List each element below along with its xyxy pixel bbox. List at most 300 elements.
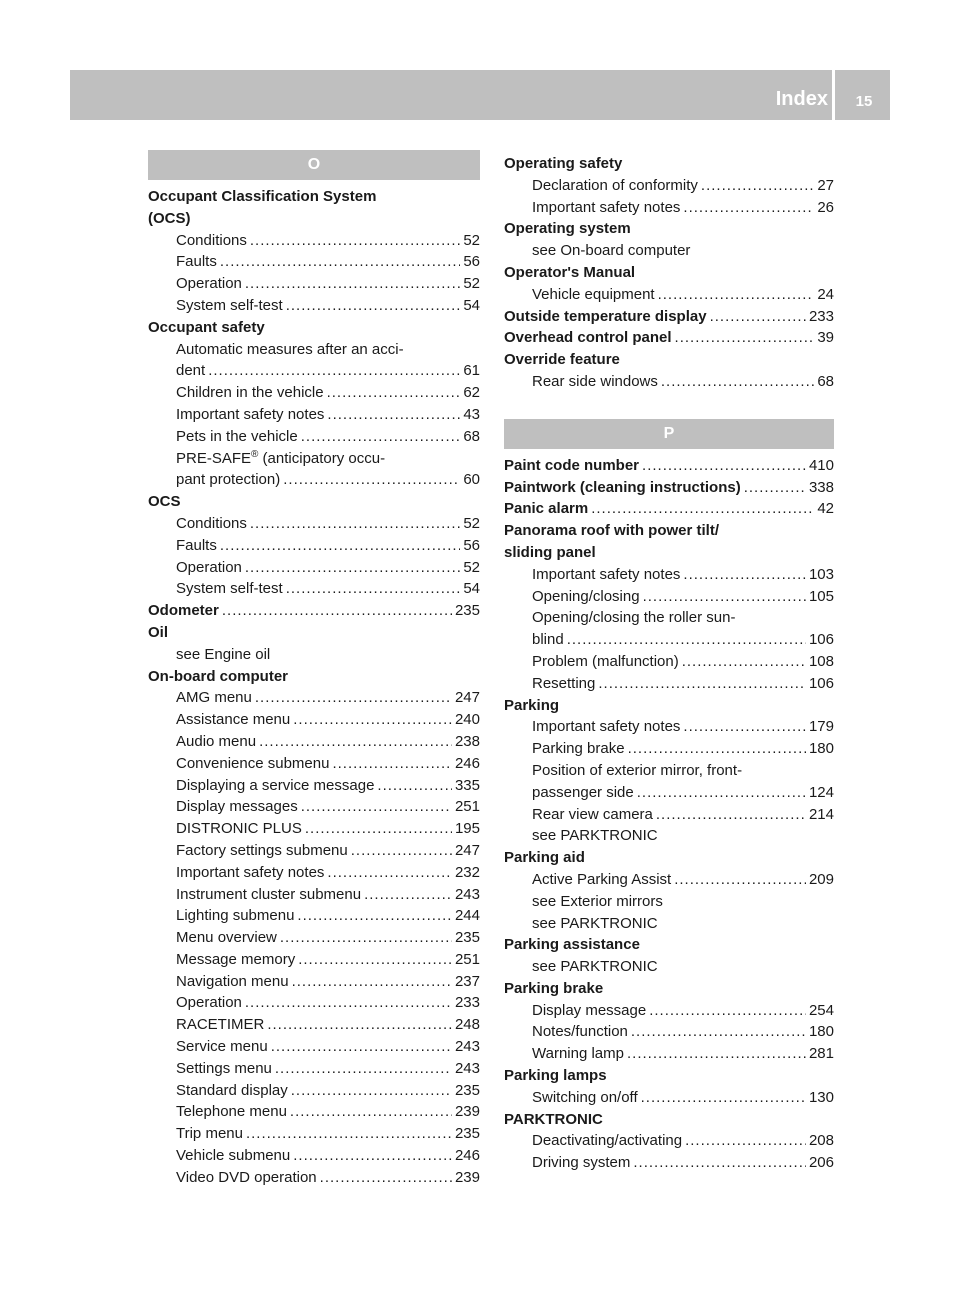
page-ref: 239 <box>454 1103 480 1121</box>
leader-dots <box>291 1080 452 1102</box>
page-ref: 61 <box>463 362 480 380</box>
leader-dots <box>656 804 806 826</box>
leader-dots <box>267 1014 452 1036</box>
page-ref: 39 <box>817 329 834 347</box>
entry-list <box>504 564 834 608</box>
page-ref: 52 <box>463 558 480 576</box>
leader-dots <box>293 709 452 731</box>
leader-dots <box>301 796 452 818</box>
see-reference: see On-board computer <box>532 242 691 260</box>
entry-label: Pets in the vehicle <box>176 427 298 445</box>
index-subentry <box>148 949 480 971</box>
entry-label: Overhead control panel <box>504 329 672 347</box>
entry-list <box>504 716 834 760</box>
index-subentry <box>148 709 480 731</box>
page-ref: 56 <box>463 253 480 271</box>
page-ref: 180 <box>808 1023 834 1041</box>
index-heading: Occupant Classification System <box>148 188 377 205</box>
index-subentry <box>148 1101 480 1123</box>
page-ref: 52 <box>463 514 480 532</box>
index-entry <box>504 306 834 328</box>
leader-dots <box>683 197 814 219</box>
index-subentry <box>504 651 834 673</box>
page-ref: 235 <box>454 1125 480 1143</box>
page-ref: 247 <box>454 841 480 859</box>
entry-label: Vehicle equipment <box>532 285 655 303</box>
page-ref: 180 <box>808 740 834 758</box>
entry-label: Warning lamp <box>532 1045 624 1063</box>
leader-dots <box>275 1058 452 1080</box>
page-ref: 254 <box>808 1001 834 1019</box>
leader-dots <box>220 251 460 273</box>
entry-label: Convenience submenu <box>176 754 330 772</box>
entry-label: Rear side windows <box>532 372 658 390</box>
index-subentry <box>148 1014 480 1036</box>
page-ref: 56 <box>463 536 480 554</box>
leader-dots <box>327 404 460 426</box>
entry-list <box>504 869 834 891</box>
leader-dots <box>301 426 461 448</box>
index-subentry <box>148 1058 480 1080</box>
entry-label: Notes/function <box>532 1023 628 1041</box>
see-reference: see Exterior mirrors <box>532 892 663 910</box>
index-subentry <box>148 927 480 949</box>
entry-label: Navigation menu <box>176 972 289 990</box>
index-subentry <box>148 862 480 884</box>
page-ref: 42 <box>817 500 834 518</box>
entry-label: Standard display <box>176 1081 288 1099</box>
entry-label: passenger side <box>532 783 634 801</box>
page-ref: 233 <box>454 994 480 1012</box>
leader-dots <box>661 371 814 393</box>
leader-dots <box>250 230 460 252</box>
page-ref: 232 <box>454 863 480 881</box>
entry-label: Trip menu <box>176 1125 243 1143</box>
section-letter-o: O <box>148 150 480 180</box>
section-letter-p: P <box>504 419 834 449</box>
index-subentry <box>148 1036 480 1058</box>
index-heading: Oil <box>148 623 169 641</box>
page-ref: 52 <box>463 231 480 249</box>
entry-label: Important safety notes <box>532 198 681 216</box>
index-column-right <box>504 153 834 1174</box>
entry-label: Display message <box>532 1001 647 1019</box>
index-subentry <box>504 629 834 651</box>
entry-label: Panic alarm <box>504 500 589 518</box>
index-subentry-text: Automatic measures after an acci- <box>176 340 404 358</box>
index-entry <box>504 498 834 520</box>
entry-label: Settings menu <box>176 1059 272 1077</box>
entry-list <box>504 1130 834 1174</box>
page-ref: 179 <box>808 718 834 736</box>
leader-dots <box>643 586 806 608</box>
index-subentry <box>148 535 480 557</box>
index-entry <box>504 455 834 477</box>
page-ref: 106 <box>808 631 834 649</box>
index-heading: (OCS) <box>148 209 191 227</box>
leader-dots <box>286 295 461 317</box>
index-subentry <box>148 687 480 709</box>
entry-label: Vehicle submenu <box>176 1147 291 1165</box>
page-ref: 246 <box>454 1147 480 1165</box>
entry-label: Active Parking Assist <box>532 870 672 888</box>
index-subentry <box>504 804 834 826</box>
index-subentry <box>504 738 834 760</box>
index-subentry <box>148 360 480 382</box>
index-subentry <box>504 1087 834 1109</box>
index-heading: Operating safety <box>504 155 623 172</box>
index-subentry <box>504 1043 834 1065</box>
entry-label: Outside temperature display <box>504 307 707 325</box>
entry-label: Deactivating/activating <box>532 1132 683 1150</box>
index-subentry <box>148 840 480 862</box>
see-reference: see Engine oil <box>176 645 271 663</box>
index-heading: PARKTRONIC <box>504 1110 603 1128</box>
page-ref: 240 <box>454 711 480 729</box>
page-ref: 251 <box>454 950 480 968</box>
page-ref: 54 <box>463 580 480 598</box>
page-ref: 68 <box>817 372 834 390</box>
see-reference: see PARKTRONIC <box>532 827 658 845</box>
page-ref: 209 <box>808 870 834 888</box>
index-subentry <box>148 775 480 797</box>
leader-dots <box>364 884 452 906</box>
leader-dots <box>641 1087 806 1109</box>
index-subentry <box>504 1021 834 1043</box>
page-ref: 60 <box>463 471 480 489</box>
page-ref: 410 <box>808 456 834 474</box>
leader-dots <box>351 840 452 862</box>
header-separator <box>832 70 835 120</box>
page-ref: 43 <box>463 405 480 423</box>
entry-label: Important safety notes <box>532 565 681 583</box>
index-subentry <box>504 175 834 197</box>
entry-list <box>504 804 834 826</box>
index-subentry <box>504 1000 834 1022</box>
leader-dots <box>245 992 452 1014</box>
page-ref: 206 <box>808 1154 834 1172</box>
page-ref: 24 <box>817 285 834 303</box>
see-reference: see PARKTRONIC <box>532 914 658 932</box>
entry-label: Important safety notes <box>176 863 325 881</box>
leader-dots <box>332 753 452 775</box>
index-subentry-text: Position of exterior mirror, front- <box>532 761 743 779</box>
index-subentry <box>504 1152 834 1174</box>
index-subentry <box>148 230 480 252</box>
page-ref: 235 <box>454 1081 480 1099</box>
entry-label: Factory settings submenu <box>176 841 348 859</box>
entry-label: Declaration of conformity <box>532 176 698 194</box>
leader-dots <box>246 1123 452 1145</box>
index-heading: sliding panel <box>504 543 596 561</box>
page-ref: 243 <box>454 885 480 903</box>
index-subentry <box>148 731 480 753</box>
entry-label: blind <box>532 631 564 649</box>
page-ref: 68 <box>463 427 480 445</box>
entry-label: Important safety notes <box>176 405 325 423</box>
index-entry <box>148 600 480 622</box>
leader-dots <box>744 477 806 499</box>
leader-dots <box>220 535 460 557</box>
leader-dots <box>631 1021 806 1043</box>
index-subentry <box>148 513 480 535</box>
leader-dots <box>628 738 806 760</box>
page-ref: 27 <box>817 176 834 194</box>
leader-dots <box>633 1152 806 1174</box>
leader-dots <box>649 1000 806 1022</box>
page-ref: 106 <box>808 674 834 692</box>
leader-dots <box>290 1101 452 1123</box>
page-ref: 247 <box>454 689 480 707</box>
entry-label: Faults <box>176 536 217 554</box>
entry-label: Faults <box>176 253 217 271</box>
entry-label: Service menu <box>176 1038 268 1056</box>
index-subentry <box>148 1080 480 1102</box>
page-ref: 103 <box>808 565 834 583</box>
index-subentry <box>504 586 834 608</box>
page-number: 15 <box>855 93 873 110</box>
entry-label: Conditions <box>176 514 247 532</box>
index-heading: Parking brake <box>504 979 604 997</box>
page-ref: 62 <box>463 384 480 402</box>
index-subentry <box>148 1123 480 1145</box>
leader-dots <box>292 971 452 993</box>
entry-list <box>504 284 834 306</box>
index-subentry <box>148 753 480 775</box>
entry-label: System self-test <box>176 580 283 598</box>
index-subentry <box>148 426 480 448</box>
index-subentry-text <box>148 448 480 470</box>
entry-list <box>504 651 834 695</box>
entry-label: Paint code number <box>504 456 640 474</box>
index-subentry <box>504 673 834 695</box>
page-ref: 214 <box>808 805 834 823</box>
index-heading: Operating system <box>504 220 631 238</box>
page-ref: 235 <box>454 929 480 947</box>
spacer <box>504 393 834 419</box>
entry-label: Operation <box>176 994 242 1012</box>
index-subentry <box>148 1145 480 1167</box>
index-heading: OCS <box>148 493 181 511</box>
header-title: Index <box>775 88 828 110</box>
page-ref: 105 <box>808 587 834 605</box>
leader-dots <box>250 513 460 535</box>
leader-dots <box>627 1043 806 1065</box>
entry-label: Operation <box>176 558 242 576</box>
entry-list <box>148 382 480 447</box>
page-ref: 243 <box>454 1059 480 1077</box>
entry-label: Problem (malfunction) <box>532 652 679 670</box>
leader-dots <box>685 1130 806 1152</box>
entry-label: Displaying a service message <box>176 776 375 794</box>
entry-list <box>148 230 480 317</box>
leader-dots <box>293 1145 452 1167</box>
leader-dots <box>245 557 460 579</box>
index-heading: Parking lamps <box>504 1067 607 1085</box>
leader-dots <box>377 775 452 797</box>
see-reference: see PARKTRONIC <box>532 958 658 976</box>
index-subentry <box>148 1167 480 1189</box>
index-subentry <box>504 716 834 738</box>
index-subentry <box>148 404 480 426</box>
page-ref: 52 <box>463 275 480 293</box>
page-ref: 124 <box>808 783 834 801</box>
page-ref: 338 <box>808 478 834 496</box>
leader-dots <box>327 382 461 404</box>
index-subentry-text: Opening/closing the roller sun- <box>532 609 736 627</box>
entry-label: Message memory <box>176 950 296 968</box>
leader-dots <box>710 306 806 328</box>
leader-dots <box>327 862 452 884</box>
entry-list <box>148 687 480 1188</box>
registered-mark: ® <box>251 448 259 460</box>
entry-label: dent <box>176 362 206 380</box>
index-entry <box>504 477 834 499</box>
presafe-label-cont: (anticipatory occu- <box>258 449 386 467</box>
page-ref: 246 <box>454 754 480 772</box>
page-ref: 108 <box>808 652 834 670</box>
index-subentry <box>504 371 834 393</box>
page-ref: 281 <box>808 1045 834 1063</box>
entry-list <box>148 513 480 600</box>
entry-label: Important safety notes <box>532 718 681 736</box>
leader-dots <box>280 927 452 949</box>
page-ref: 244 <box>454 907 480 925</box>
index-subentry <box>148 905 480 927</box>
leader-dots <box>675 327 815 349</box>
leader-dots <box>286 578 461 600</box>
leader-dots <box>259 731 452 753</box>
index-subentry <box>148 295 480 317</box>
entry-label: Opening/closing <box>532 587 640 605</box>
page-ref: 130 <box>808 1088 834 1106</box>
entry-label: Resetting <box>532 674 596 692</box>
entry-label: System self-test <box>176 296 283 314</box>
page-ref: 54 <box>463 296 480 314</box>
entry-list <box>504 371 834 393</box>
page-ref: 335 <box>454 776 480 794</box>
index-subentry <box>148 273 480 295</box>
entry-label: Conditions <box>176 231 247 249</box>
entry-label: RACETIMER <box>176 1016 265 1034</box>
leader-dots <box>658 284 815 306</box>
leader-dots <box>283 469 460 491</box>
index-subentry <box>504 284 834 306</box>
index-subentry <box>148 469 480 491</box>
page-ref: 251 <box>454 798 480 816</box>
index-subentry <box>504 197 834 219</box>
leader-dots <box>682 651 806 673</box>
entry-label: pant protection) <box>176 471 281 489</box>
entry-label: AMG menu <box>176 689 252 707</box>
leader-dots <box>305 818 452 840</box>
entry-label: DISTRONIC PLUS <box>176 820 302 838</box>
page-ref: 235 <box>454 602 480 620</box>
index-subentry <box>148 796 480 818</box>
index-subentry <box>504 564 834 586</box>
leader-dots <box>567 629 806 651</box>
index-subentry <box>148 382 480 404</box>
page-ref: 239 <box>454 1168 480 1186</box>
entry-label: Telephone menu <box>176 1103 287 1121</box>
leader-dots <box>701 175 814 197</box>
leader-dots <box>642 455 806 477</box>
index-heading: Occupant safety <box>148 318 265 336</box>
index-subentry <box>148 818 480 840</box>
leader-dots <box>298 949 452 971</box>
leader-dots <box>683 716 806 738</box>
leader-dots <box>320 1167 452 1189</box>
index-subentry <box>148 578 480 600</box>
leader-dots <box>208 360 460 382</box>
entry-label: Children in the vehicle <box>176 384 324 402</box>
entry-label: Lighting submenu <box>176 907 295 925</box>
page-ref: 243 <box>454 1038 480 1056</box>
leader-dots <box>245 273 460 295</box>
index-subentry <box>148 971 480 993</box>
page-ref: 238 <box>454 732 480 750</box>
page-ref: 195 <box>454 820 480 838</box>
index-subentry <box>148 992 480 1014</box>
index-entry <box>504 327 834 349</box>
index-heading: Override feature <box>504 351 620 369</box>
leader-dots <box>674 869 806 891</box>
entry-label: Odometer <box>148 602 219 620</box>
entry-label: Operation <box>176 275 242 293</box>
leader-dots <box>637 782 806 804</box>
index-heading: Parking <box>504 696 560 714</box>
entry-label: Assistance menu <box>176 711 291 729</box>
leader-dots <box>297 905 452 927</box>
index-heading: Parking aid <box>504 849 585 867</box>
index-heading: On-board computer <box>148 667 289 685</box>
entry-label: Driving system <box>532 1154 631 1172</box>
index-subentry <box>148 251 480 273</box>
entry-label: Instrument cluster submenu <box>176 885 362 903</box>
page-ref: 26 <box>817 198 834 216</box>
entry-list <box>504 1000 834 1065</box>
leader-dots <box>222 600 452 622</box>
entry-label: Audio menu <box>176 732 257 750</box>
leader-dots <box>598 673 806 695</box>
entry-label: Switching on/off <box>532 1088 638 1106</box>
index-subentry <box>504 869 834 891</box>
entry-label: Video DVD operation <box>176 1168 317 1186</box>
leader-dots <box>591 498 814 520</box>
entry-label: Paintwork (cleaning instructions) <box>504 478 741 496</box>
page-ref: 237 <box>454 972 480 990</box>
page-ref: 208 <box>808 1132 834 1150</box>
presafe-label: PRE-SAFE <box>176 449 252 467</box>
index-heading: Panorama roof with power tilt/ <box>504 522 720 540</box>
entry-label: Menu overview <box>176 929 277 947</box>
index-subentry <box>148 557 480 579</box>
entry-label: Display messages <box>176 798 298 816</box>
index-subentry <box>504 782 834 804</box>
page-ref: 233 <box>808 307 834 325</box>
page-ref: 248 <box>454 1016 480 1034</box>
entry-label: Rear view camera <box>532 805 653 823</box>
index-subentry <box>148 884 480 906</box>
leader-dots <box>255 687 452 709</box>
entry-label: Parking brake <box>532 740 625 758</box>
index-column-left <box>148 150 480 1189</box>
index-heading: Operator's Manual <box>504 263 636 281</box>
index-subentry <box>504 1130 834 1152</box>
index-heading: Parking assistance <box>504 936 640 954</box>
entry-list <box>504 175 834 219</box>
leader-dots <box>683 564 806 586</box>
